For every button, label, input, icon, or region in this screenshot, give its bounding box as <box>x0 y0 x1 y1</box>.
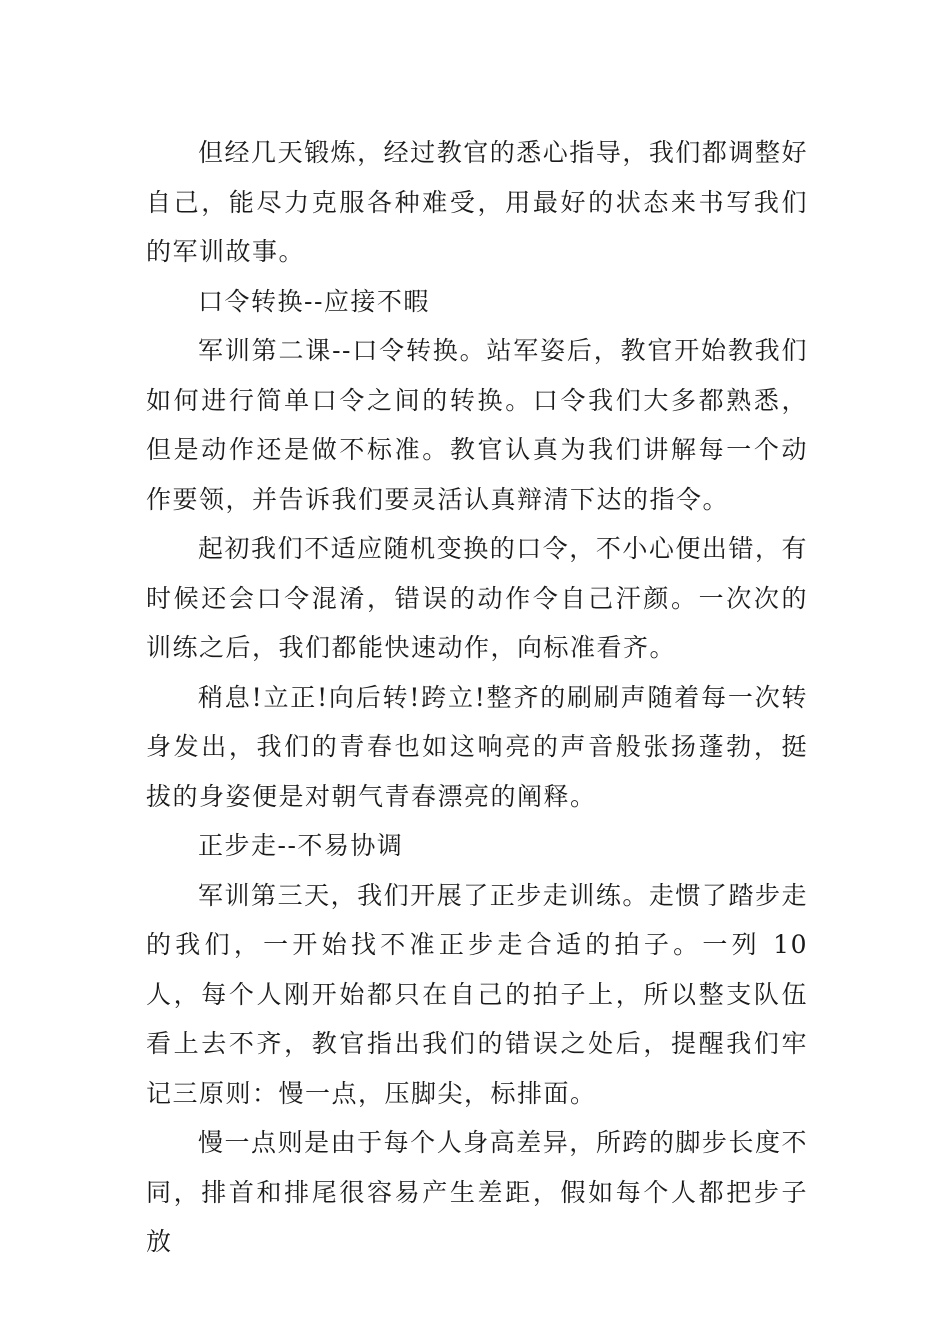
section-heading-command-switch: 口令转换--应接不暇 <box>198 286 430 316</box>
paragraph-commands-youth: 稍息!立正!向后转!跨立!整齐的刷刷声随着每一次转身发出，我们的青春也如这响亮的声音般张扬蓬勃，挺拔的身姿便是对朝气青春漂亮的阐释。 <box>146 682 808 811</box>
paragraph-second-lesson: 军训第二课--口令转换。站军姿后，教官开始教我们如何进行简单口令之间的转换。口令我们大多都熟悉，但是动作还是做不标准。教官认真为我们讲解每一个动作要领，并告诉我们要灵活认真辩清下达的指令。 <box>146 336 808 514</box>
paragraph-initial-mistakes: 起初我们不适应随机变换的口令，不小心便出错，有时候还会口令混淆，错误的动作令自己汗颜。一次次的训练之后，我们都能快速动作，向标准看齐。 <box>146 534 808 662</box>
document-body <box>146 128 808 1267</box>
paragraph-training-improvement: 但经几天锻炼，经过教官的悉心指导，我们都调整好自己，能尽力克服各种难受，用最好的状态来书写我们的军训故事。 <box>146 138 808 266</box>
paragraph-third-day: 军训第三天，我们开展了正步走训练。走惯了踏步走的我们，一开始找不准正步走合适的拍子。一列 10 人，每个人刚开始都只在自己的拍子上，所以整支队伍看上去不齐，教官指出我们的错误之处后，提醒我们牢记三原则：慢一点，压脚尖，标排面。 <box>146 880 808 1108</box>
section-heading-goose-step: 正步走--不易协调 <box>198 831 404 860</box>
paragraph-slow-down-principle: 慢一点则是由于每个人身高差异，所跨的脚步长度不同，排首和排尾很容易产生差距，假如每个人都把步子放 <box>146 1128 808 1256</box>
